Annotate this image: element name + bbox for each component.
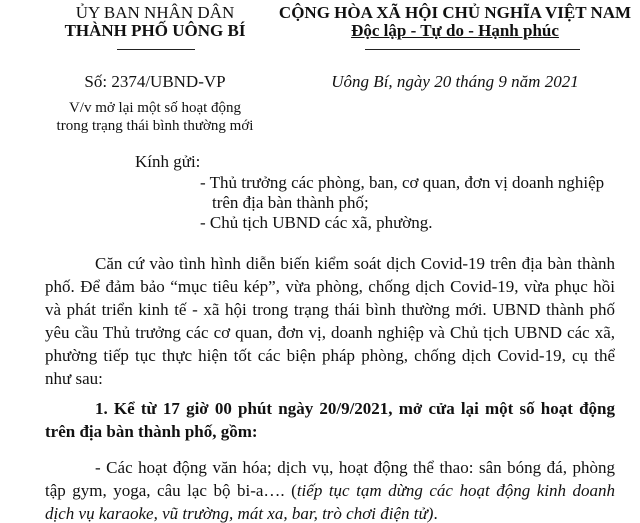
plain-text: . [433,504,438,523]
italic-text: dịch vụ karaoke, vũ trường, mát xa, bar, trò chơi điện tử) [45,504,434,523]
agency-city: THÀNH PHỐ UÔNG BÍ [64,21,246,40]
agency-name: ỦY BAN NHÂN DÂN [75,3,235,22]
section-heading: trên địa bàn thành phố, gồm: [45,422,258,441]
section-heading: 1. Kể từ 17 giờ 00 phút ngày 20/9/2021, mở cửa lại một số hoạt động [95,399,615,418]
recipients-label: Kính gửi: [135,152,201,171]
italic-text: tiếp tục tạm dừng các hoạt động kinh doanh [296,481,615,500]
paragraph-line: phường tiếp tục thực hiện tốt các biện pháp phòng, chống dịch Covid-19, cụ thể [45,346,615,365]
recipient-item: - Thủ trưởng các phòng, ban, cơ quan, đơn vị doanh nghiệp [200,173,605,192]
paragraph-line: yêu cầu Thủ trưởng các cơ quan, đơn vị, doanh nghiệp và Chủ tịch UBND các xã, [45,323,615,342]
paragraph-line: phố. Để đảm bảo “mục tiêu kép”, vừa phòng, chống dịch Covid-19, vừa phục hồi [45,277,615,296]
paragraph-line: - Các hoạt động văn hóa; dịch vụ, hoạt động thể thao: sân bóng đá, phòng [95,458,615,477]
paragraph-line: Căn cứ vào tình hình diễn biến kiểm soát dịch Covid-19 trên địa bàn thành [95,254,615,273]
paragraph-line: như sau: [45,369,103,388]
document-number: Số: 2374/UBND-VP [84,72,226,91]
paragraph-line: và phát triển kinh tế - xã hội trong trạng thái bình thường mới. UBND thành phố [45,300,615,319]
recipient-item: - Chủ tịch UBND các xã, phường. [200,213,433,232]
paragraph-line [45,481,615,501]
divider [117,49,195,50]
subject-line: V/v mở lại một số hoạt động [68,100,242,116]
recipient-item: trên địa bàn thành phố; [212,193,369,212]
plain-text: tập gym, yoga, câu lạc bộ bi-a…. ( [45,481,297,500]
paragraph-line [45,504,438,523]
national-title: CỘNG HÒA XÃ HỘI CHỦ NGHĨA VIỆT NAM [278,3,632,22]
national-motto: Độc lập - Tự do - Hạnh phúc [351,21,559,40]
divider [365,49,580,50]
subject-line: trong trạng thái bình thường mới [56,118,254,134]
document-date: Uông Bí, ngày 20 tháng 9 năm 2021 [331,72,579,91]
